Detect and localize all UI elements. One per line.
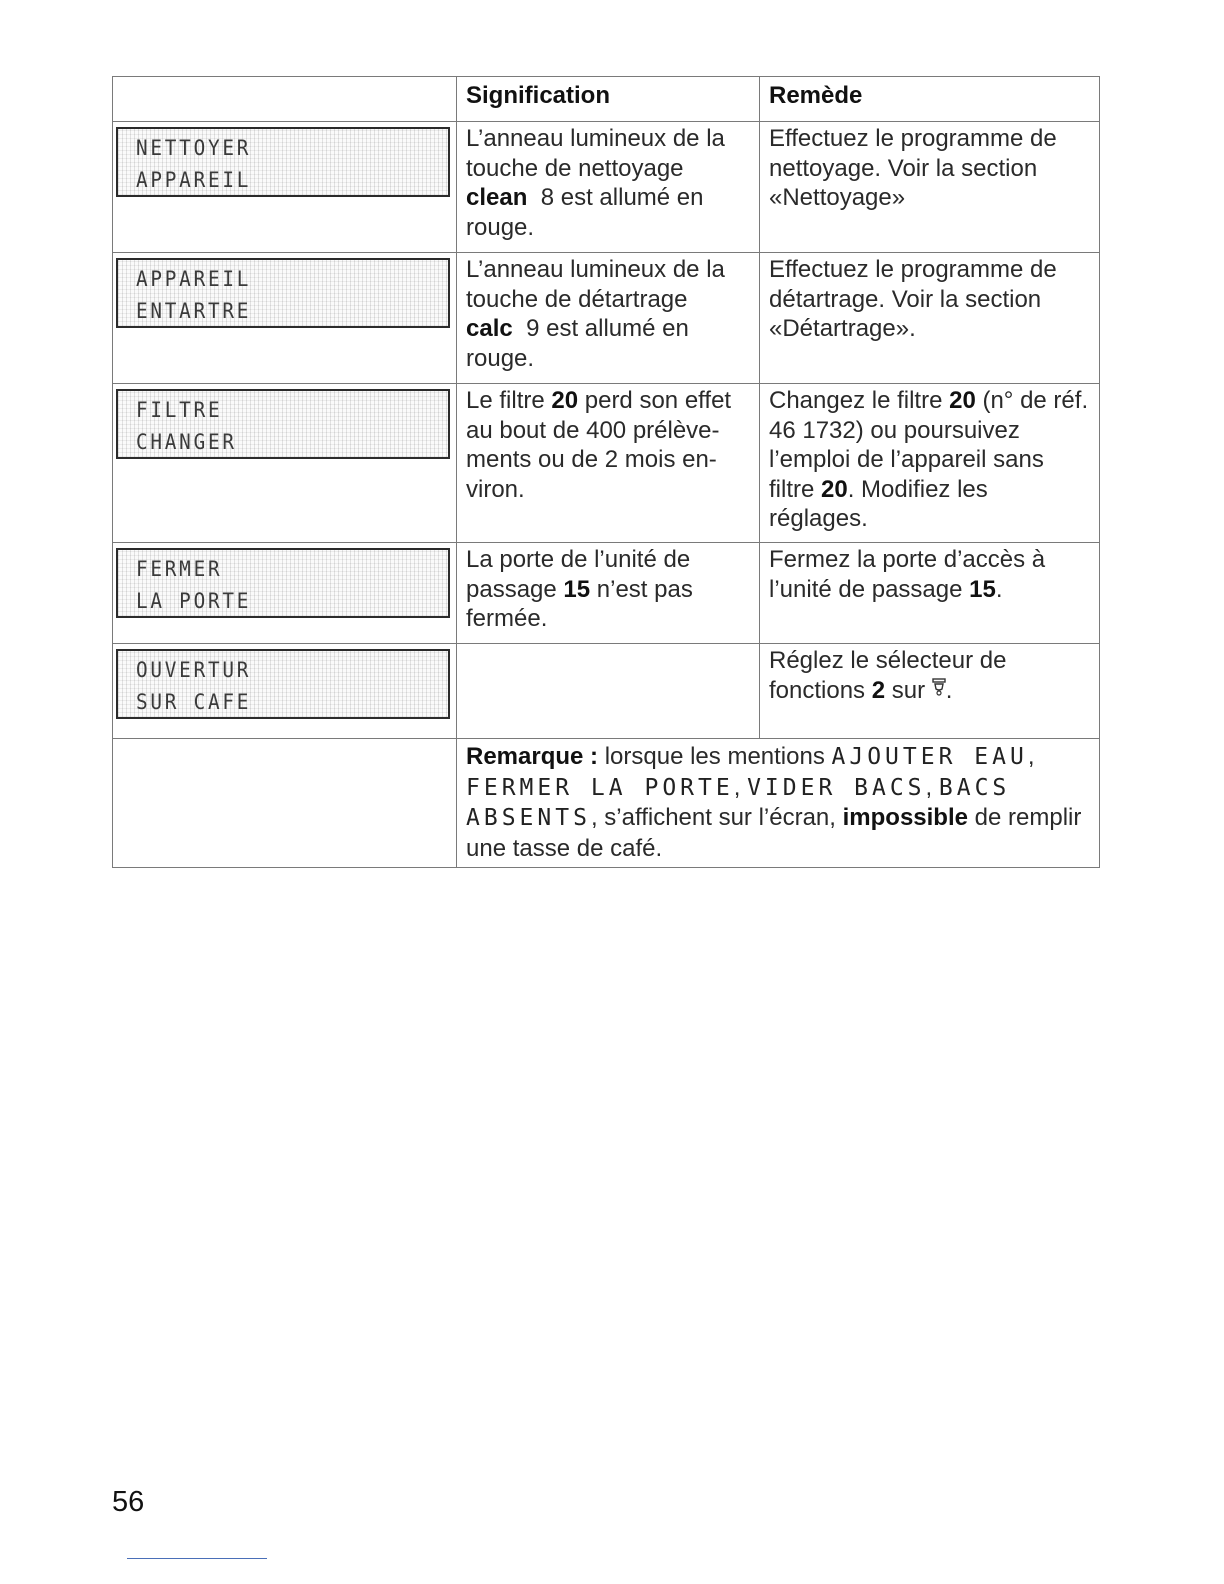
meaning-text: L’anneau lumineux de la touche de détartrage	[466, 256, 725, 313]
unit-number: 15	[969, 575, 996, 603]
lcd-line-1: OUVERTUR	[136, 658, 252, 682]
remedy-cell	[760, 644, 1100, 739]
key-number: 8	[540, 184, 555, 211]
remedy-cell	[760, 122, 1100, 253]
meaning-text: L’anneau lumineux de la touche de nettoyage	[466, 125, 725, 182]
note-label: Remarque :	[466, 743, 599, 770]
lcd-line-1: NETTOYER	[136, 136, 252, 160]
filter-number: 20	[949, 387, 976, 414]
footer-divider	[127, 1558, 267, 1559]
meaning-cell	[457, 384, 760, 543]
display-cell	[113, 543, 457, 644]
filter-number: 20	[821, 475, 848, 503]
remedy-text-end: .	[995, 575, 1003, 603]
remedy-text-end: . Modifiez les réglages.	[769, 475, 988, 532]
troubleshooting-table	[112, 76, 1100, 868]
meaning-cell	[457, 543, 760, 644]
display-message: AJOUTER EAU	[831, 744, 1028, 770]
note-text: , s’affichent sur l’écran,	[590, 804, 843, 831]
display-message: FERMER LA PORTE	[466, 774, 734, 801]
key-number: 9	[526, 315, 540, 342]
display-message: VIDER BACS	[747, 774, 926, 801]
display-cell	[113, 253, 457, 384]
meaning-text: Le filtre	[466, 387, 552, 414]
meaning-cell	[457, 253, 760, 384]
note-separator: ,	[733, 773, 748, 801]
note-emphasis: impossible	[842, 804, 968, 831]
lcd-display	[116, 649, 450, 719]
meaning-cell	[457, 122, 760, 253]
lcd-display	[116, 548, 450, 618]
remedy-text: Réglez le sélecteur de fonctions	[769, 647, 1007, 704]
remedy-text: Fermez la porte d’accès à l’unité de passage	[769, 546, 1046, 603]
remedy-text-mid: (n° de réf. 46 1732) ou poursuivez l’emploi de l’appareil sans filtre	[769, 387, 1089, 503]
table-header-row	[113, 77, 1100, 122]
meaning-text: La porte de l’unité de passage	[466, 546, 691, 603]
lcd-line-2: SUR CAFE	[136, 690, 252, 714]
header-meaning: Signification	[466, 82, 610, 109]
remedy-cell	[760, 253, 1100, 384]
key-label: clean	[466, 184, 528, 211]
note-text: lorsque les mentions	[598, 743, 832, 770]
lcd-display	[116, 127, 450, 197]
lcd-line-2: ENTARTRE	[136, 299, 252, 323]
table-row	[113, 253, 1100, 384]
note-empty-cell	[113, 739, 457, 868]
display-message: BACS ABSENTS	[466, 774, 1011, 831]
selector-number: 2	[871, 676, 886, 704]
lcd-line-2: LA PORTE	[136, 589, 252, 613]
meaning-text-end: est allumé en rouge.	[466, 184, 704, 241]
meaning-text-end: perd son effet au bout de 400 prélève-ments ou de 2 mois en-viron.	[466, 387, 732, 503]
table-row	[113, 384, 1100, 543]
note-text-end: de remplir une tasse de café.	[466, 804, 1082, 862]
lcd-display	[116, 389, 450, 459]
key-label: calc	[466, 315, 513, 342]
unit-number: 15	[563, 575, 591, 603]
page-number: 56	[112, 1486, 145, 1518]
meaning-cell-empty	[457, 644, 760, 739]
table-row	[113, 122, 1100, 253]
lcd-line-2: APPAREIL	[136, 168, 252, 192]
lcd-display	[116, 258, 450, 328]
header-empty-cell	[113, 77, 457, 122]
remedy-cell	[760, 384, 1100, 543]
lcd-line-1: FERMER	[136, 557, 223, 581]
note-row	[113, 739, 1100, 868]
filter-number: 20	[551, 387, 579, 414]
remedy-text: Effectuez le programme de détartrage. Voir la section «Détartrage».	[769, 256, 1057, 342]
lcd-line-1: FILTRE	[136, 398, 223, 422]
display-cell	[113, 384, 457, 543]
remedy-text-mid: sur	[885, 676, 932, 704]
remedy-text-end: .	[945, 676, 953, 704]
header-remedy-cell	[760, 77, 1100, 122]
remedy-text: Changez le filtre	[769, 387, 950, 414]
note-cell	[457, 739, 1100, 868]
header-remedy: Remède	[769, 82, 863, 109]
display-cell	[113, 122, 457, 253]
lcd-line-2: CHANGER	[136, 430, 237, 454]
coffee-cup-icon	[932, 676, 946, 706]
meaning-text-end: n’est pas fermée.	[466, 575, 693, 632]
table-row	[113, 543, 1100, 644]
meaning-text-end: est allumé en rouge.	[466, 315, 689, 372]
header-meaning-cell	[457, 77, 760, 122]
lcd-line-1: APPAREIL	[136, 267, 252, 291]
remedy-cell	[760, 543, 1100, 644]
remedy-text: Effectuez le programme de nettoyage. Voir la section «Nettoyage»	[769, 125, 1057, 211]
note-separator: ,	[925, 773, 939, 801]
table-row	[113, 644, 1100, 739]
note-separator: ,	[1027, 743, 1035, 770]
display-cell	[113, 644, 457, 739]
